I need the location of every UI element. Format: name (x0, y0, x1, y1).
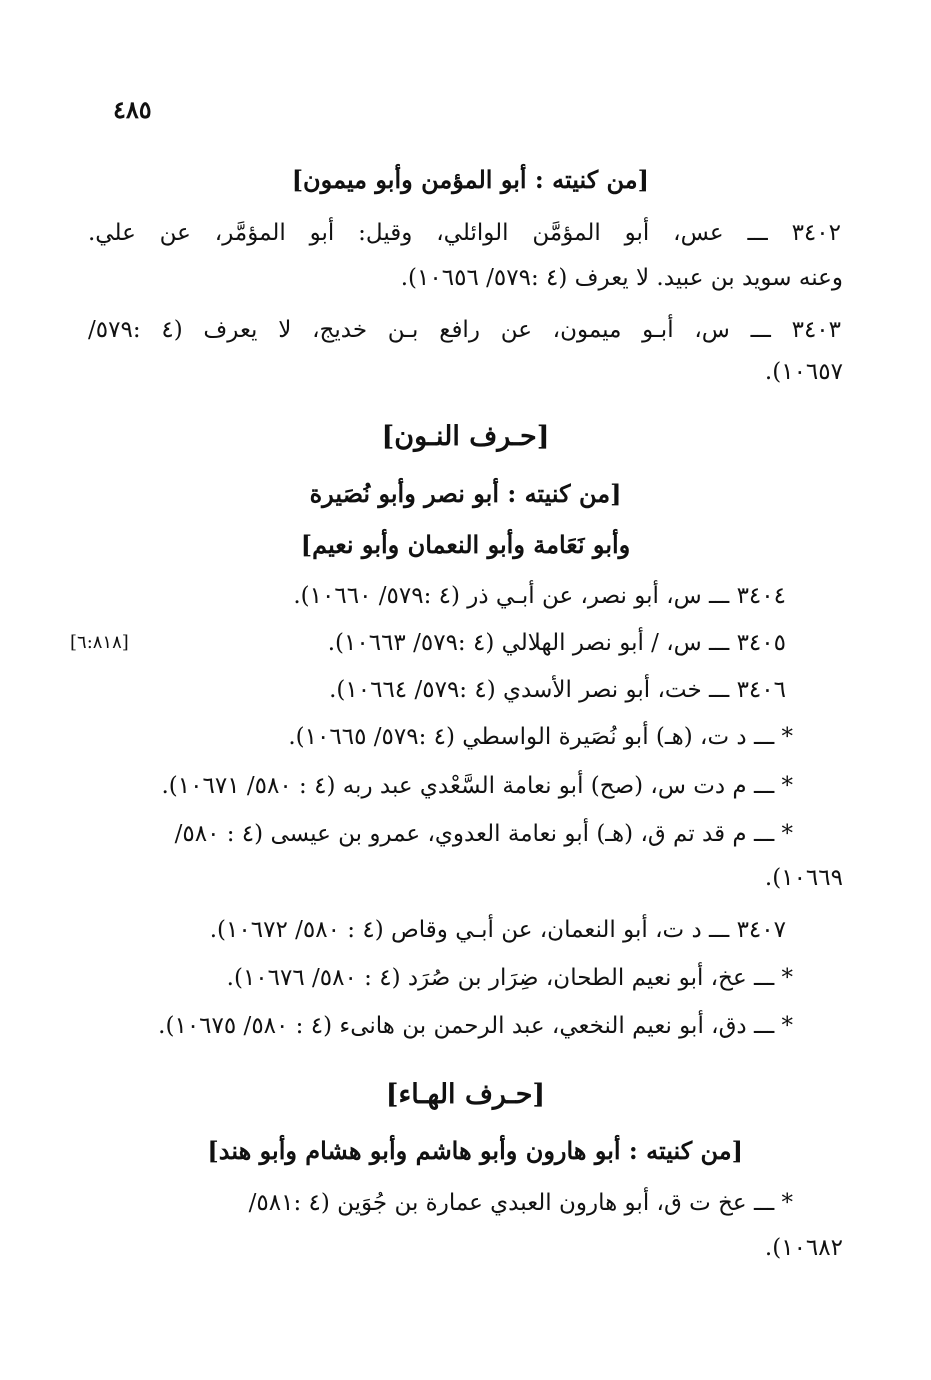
page-number: ٤٨٥ (113, 95, 152, 124)
section-heading-abu-nasr-line2: وأبو نَعَامة وأبو النعمان وأبو نعيم] (300, 530, 631, 559)
starred-entry-abu-nuaym-tahhan: * ـــ عخ، أبو نعيم الطحان، ضِرَار بن صُرَد (٤ : ٥٨٠/ ١٠٦٧٦). (226, 965, 793, 991)
starred-entry-abu-naama-adawi-line1: * ـــ م قد تم ق، (هـ) أبو نعامة العدوي، عمرو بن عيسى (٤ : ٥٨٠/ (174, 821, 793, 847)
entry-3407: ٣٤٠٧ ـــ د ت، أبو النعمان، عن أبـي وقاص (٤ : ٥٨٠/ ١٠٦٧٢). (209, 917, 786, 943)
entry-3405: ٣٤٠٥ ـــ س، / أبو نصر الهلالي (٤ :٥٧٩/ ١٠٦٦٣). (327, 630, 786, 656)
entry-3406: ٣٤٠٦ ـــ خت، أبو نصر الأسدي (٤ :٥٧٩/ ١٠٦٦٤). (329, 677, 786, 703)
entry-3404: ٣٤٠٤ ـــ س، أبو نصر، عن أبـي ذر (٤ :٥٧٩/ ١٠٦٦٠). (293, 583, 786, 609)
section-heading-abu-harun: [من كنيته : أبو هارون وأبو هاشم وأبو هشام وأبو هند] (207, 1136, 743, 1165)
section-heading-abu-nasr-line1: [من كنيته : أبو نصر وأبو نُصَيرة (309, 479, 622, 508)
starred-entry-abu-harun-line2: ١٠٦٨٢). (764, 1235, 843, 1261)
margin-reference-note: [٦:٨١٨] (70, 632, 129, 653)
starred-entry-abu-nusayra: * ـــ د ت، (هـ) أبو نُصَيرة الواسطي (٤ :٥٧٩/ ١٠٦٦٥). (288, 724, 793, 750)
entry-3403-line2: ١٠٦٥٧). (764, 359, 843, 385)
section-heading-abu-almumin: [من كنيته : أبو المؤمن وأبو ميمون] (291, 165, 649, 194)
letter-heading-ha: [حـرف الهـاء] (385, 1079, 546, 1110)
starred-entry-abu-naama-adawi-line2: ١٠٦٦٩). (764, 865, 843, 891)
entry-3403-line1: ٣٤٠٣ ـــ س، أبـو ميمون، عن رافع بـن خديج، لا يعرف (٤ :٥٧٩/ (88, 317, 842, 343)
starred-entry-abu-nuaym-nakhai: * ـــ دق، أبو نعيم النخعي، عبد الرحمن بن هانىء (٤ : ٥٨٠/ ١٠٦٧٥). (158, 1013, 793, 1039)
entry-3402-line2: وعنه سويد بن عبيد. لا يعرف (٤ :٥٧٩/ ١٠٦٥٦). (400, 265, 843, 291)
letter-heading-nun: [حـرف النـون] (381, 421, 550, 452)
entry-3402-line1: ٣٤٠٢ ـــ عس، أبو المؤمَّن الوائلي، وقيل: أبو المؤمَّر، عن علي. (88, 220, 841, 246)
starred-entry-abu-harun-line1: * ـــ عخ ت ق، أبو هارون العبدي عمارة بن جُوَين (٤ :٥٨١/ (248, 1190, 793, 1216)
starred-entry-abu-naama-saadi: * ـــ م دت س، (صح) أبو نعامة السَّعْدي عبد ربه (٤ : ٥٨٠/ ١٠٦٧١). (161, 773, 793, 799)
